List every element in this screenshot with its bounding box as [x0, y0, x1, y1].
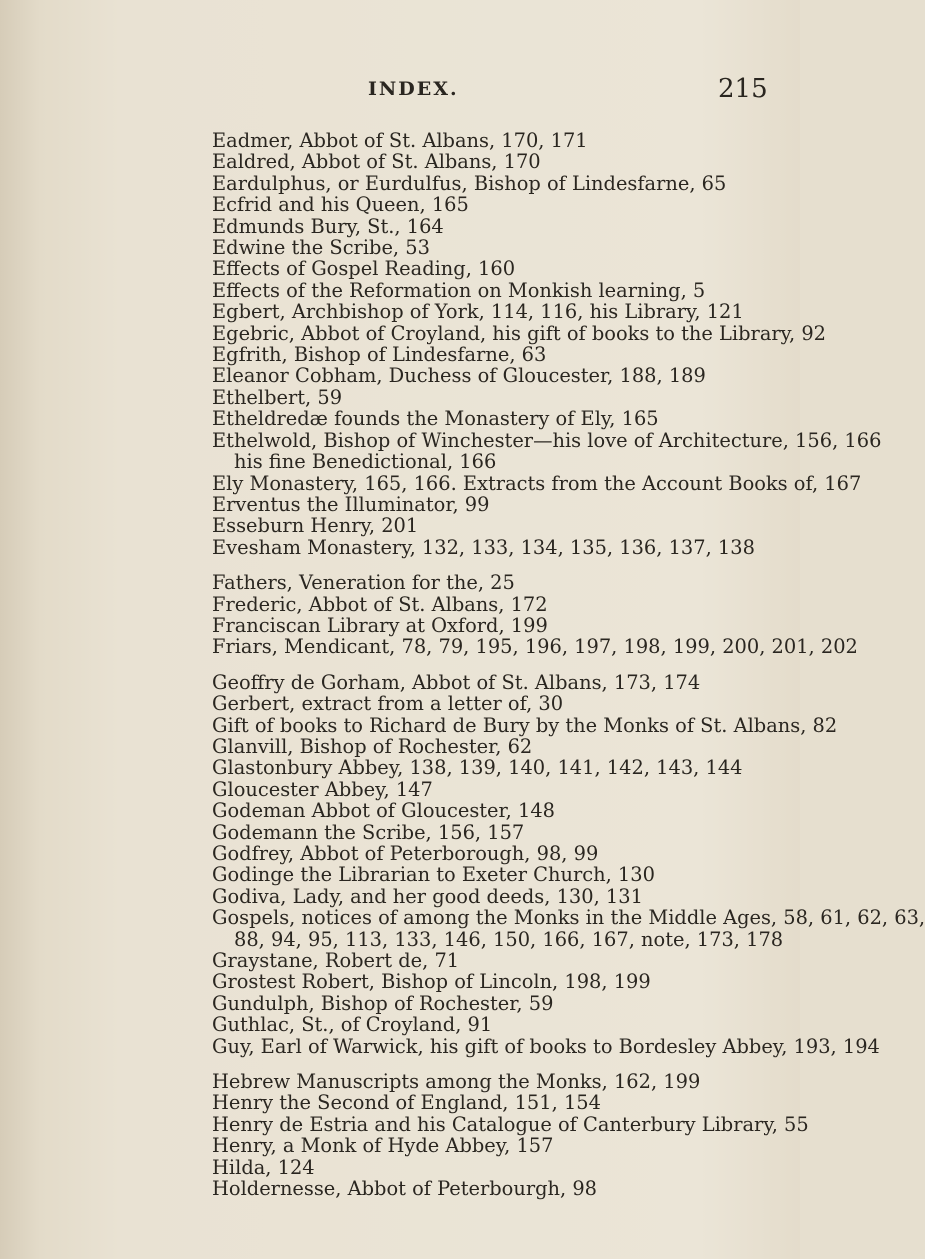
index-entry — [212, 1135, 792, 1156]
index-entry-text: Geoffry de Gorham, Abbot of St. Albans, 173, 174 — [212, 670, 701, 694]
index-entry — [212, 843, 792, 864]
index-entry-text: Graystane, Robert de, 71 — [212, 949, 460, 973]
index-entry — [212, 971, 792, 992]
index-entry-continuation: his fine Benedictional, 166 — [234, 450, 497, 474]
index-entry-text: Glastonbury Abbey, 138, 139, 140, 141, 142, 143, 144 — [212, 756, 743, 780]
index-entry-text: Hebrew Manuscripts among the Monks, 162, 199 — [212, 1070, 701, 1094]
index-entry — [212, 1014, 792, 1035]
index-entry — [212, 216, 792, 237]
index-entry — [212, 886, 792, 907]
index-entry-text: Ealdred, Abbot of St. Albans, 170 — [212, 150, 541, 174]
index-group-h — [212, 1070, 809, 1201]
index-entry — [212, 1071, 792, 1092]
running-title: INDEX. — [368, 78, 459, 100]
page-number: 215 — [718, 74, 768, 104]
index-entry — [212, 387, 792, 408]
index-entry-text: Godinge the Librarian to Exeter Church, 130 — [212, 863, 655, 887]
index-entry — [212, 594, 792, 615]
index-entry-text: Effects of the Reformation on Monkish learning, 5 — [212, 278, 706, 302]
index-group-e — [212, 129, 882, 559]
index-entry-text: Effects of Gospel Reading, 160 — [212, 257, 516, 281]
index-entry-text: Godeman Abbot of Gloucester, 148 — [212, 799, 556, 823]
index-entry — [212, 130, 792, 151]
index-entry-text: Franciscan Library at Oxford, 199 — [212, 613, 548, 637]
index-entry-text: Henry the Second of England, 151, 154 — [212, 1091, 601, 1115]
index-entry-text: Edmunds Bury, St., 164 — [212, 214, 444, 238]
index-entry — [212, 151, 792, 172]
index-entry-text: Ethelwold, Bishop of Winchester—his love of Architecture, 156, 166 — [212, 428, 882, 452]
index-entry — [212, 757, 792, 778]
index-entry-text: Fathers, Veneration for the, 25 — [212, 571, 515, 595]
index-entry-text: Gerbert, extract from a letter of, 30 — [212, 692, 564, 716]
index-entry — [212, 1112, 809, 1136]
index-entry-text: Egfrith, Bishop of Lindesfarne, 63 — [212, 343, 547, 367]
index-entry — [212, 800, 792, 821]
index-group-g — [212, 670, 925, 1058]
index-entry — [212, 993, 792, 1014]
index-entry — [212, 906, 925, 951]
index-entry — [212, 280, 792, 301]
index-entry-text: Erventus the Illuminator, 99 — [212, 492, 490, 516]
index-entry — [212, 736, 792, 757]
index-entry-text: Eadmer, Abbot of St. Albans, 170, 171 — [212, 129, 588, 152]
index-entry — [212, 515, 792, 536]
index-entry — [212, 950, 792, 971]
index-entry-text: Etheldredæ founds the Monastery of Ely, 165 — [212, 407, 659, 431]
index-group-f — [212, 571, 858, 659]
index-entries — [212, 129, 925, 1214]
index-entry — [212, 494, 792, 515]
index-entry-text: Ethelbert, 59 — [212, 385, 343, 409]
index-entry-text: Friars, Mendicant, 78, 79, 195, 196, 197, 198, 199, 200, 201, 202 — [212, 635, 858, 659]
index-entry — [212, 237, 792, 258]
index-entry-text: Egbert, Archbishop of York, 114, 116, his Library, 121 — [212, 300, 744, 324]
index-entry-text: Grostest Robert, Bishop of Lincoln, 198, 199 — [212, 970, 651, 994]
index-entry — [212, 1034, 880, 1058]
index-entry-text: Gift of books to Richard de Bury by the Monks of St. Albans, 82 — [212, 713, 838, 737]
index-entry-text: Evesham Monastery, 132, 133, 134, 135, 136, 137, 138 — [212, 535, 755, 559]
index-entry — [212, 864, 792, 885]
index-entry-text: Eardulphus, or Eurdulfus, Bishop of Lindesfarne, 65 — [212, 171, 727, 195]
index-entry — [212, 301, 792, 322]
index-entry-text: Henry, a Monk of Hyde Abbey, 157 — [212, 1134, 554, 1158]
index-entry-text: Guy, Earl of Warwick, his gift of books to Bordesley Abbey, 193, 194 — [212, 1034, 880, 1058]
index-entry — [212, 258, 792, 279]
index-entry-text: Godiva, Lady, and her good deeds, 130, 131 — [212, 884, 643, 908]
index-entry — [212, 779, 792, 800]
index-entry — [212, 1092, 792, 1113]
index-entry-continuation: 88, 94, 95, 113, 133, 146, 150, 166, 167, note, 173, 178 — [234, 927, 784, 951]
index-entry — [212, 1157, 792, 1178]
index-entry — [212, 713, 838, 737]
index-entry-text: Egebric, Abbot of Croyland, his gift of books to the Library, 92 — [212, 321, 827, 345]
index-entry — [212, 428, 882, 474]
index-entry-text: Ely Monastery, 165, 166. Extracts from the Account Books of, 167 — [212, 471, 862, 495]
index-entry — [212, 672, 792, 693]
index-entry — [212, 572, 792, 593]
page-header — [0, 74, 800, 108]
index-entry-text: Henry de Estria and his Catalogue of Canterbury Library, 55 — [212, 1112, 809, 1136]
index-entry-text: Edwine the Scribe, 53 — [212, 236, 430, 260]
index-entry — [212, 194, 792, 215]
index-entry-text: Hilda, 124 — [212, 1155, 315, 1179]
index-entry — [212, 635, 858, 659]
index-entry-text: Gundulph, Bishop of Rochester, 59 — [212, 991, 554, 1015]
index-entry-text: Esseburn Henry, 201 — [212, 514, 419, 538]
index-entry — [212, 344, 792, 365]
index-entry-text: Godemann the Scribe, 156, 157 — [212, 820, 525, 844]
index-entry-text: Gospels, notices of among the Monks in the Middle Ages, 58, 61, 62, 63, — [212, 906, 925, 930]
index-entry-text: Frederic, Abbot of St. Albans, 172 — [212, 592, 548, 616]
index-entry-text: Godfrey, Abbot of Peterborough, 98, 99 — [212, 842, 599, 865]
index-entry-text: Eleanor Cobham, Duchess of Gloucester, 188, 189 — [212, 364, 706, 388]
index-entry — [212, 822, 792, 843]
index-entry — [212, 1178, 792, 1199]
index-entry — [212, 693, 792, 714]
index-entry — [212, 365, 792, 386]
index-entry-text: Guthlac, St., of Croyland, 91 — [212, 1013, 493, 1037]
index-entry — [212, 173, 792, 194]
index-entry — [212, 321, 827, 345]
index-entry — [212, 471, 862, 495]
index-entry-text: Glanvill, Bishop of Rochester, 62 — [212, 734, 533, 758]
index-entry-text: Holdernesse, Abbot of Peterbourgh, 98 — [212, 1177, 598, 1201]
index-entry — [212, 537, 792, 558]
index-entry — [212, 615, 792, 636]
index-entry-text: Ecfrid and his Queen, 165 — [212, 193, 469, 217]
index-entry — [212, 408, 792, 429]
index-entry-text: Gloucester Abbey, 147 — [212, 777, 433, 801]
